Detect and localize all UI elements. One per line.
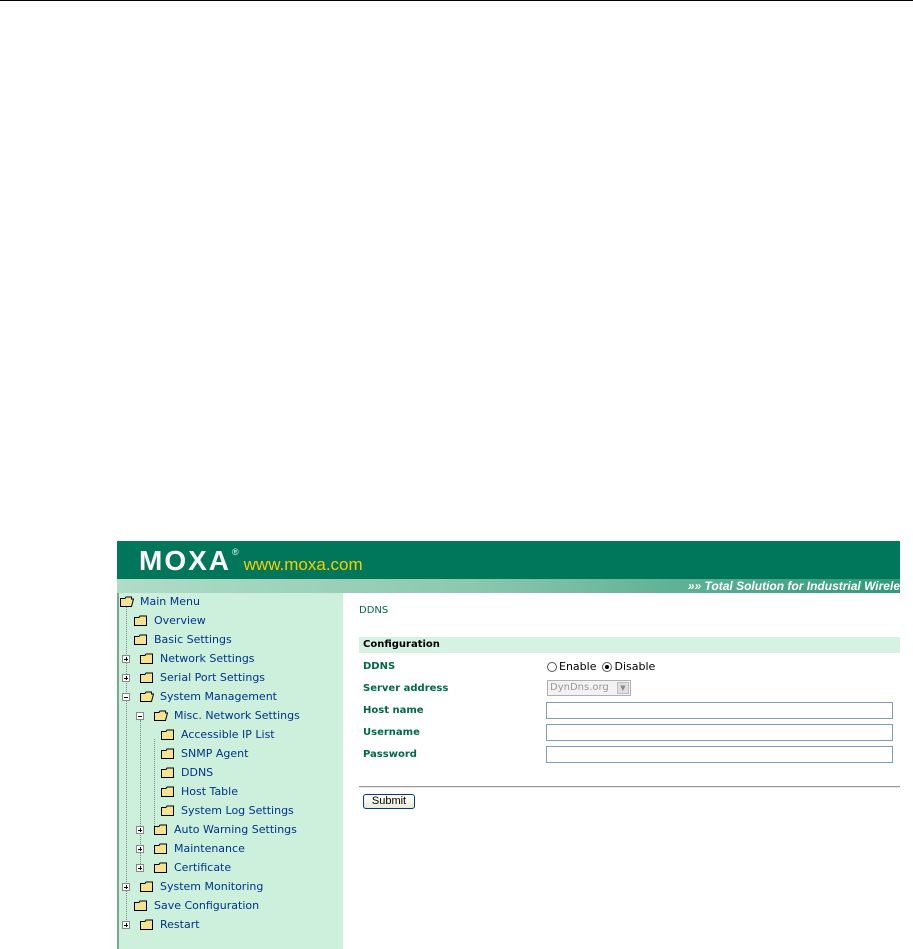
- sidebar-item-system-monitoring[interactable]: [122, 878, 263, 895]
- sidebar-item-auto-warning-settings[interactable]: [136, 821, 297, 838]
- server-address-label: Server address: [363, 683, 449, 694]
- registered-mark: ®: [232, 547, 239, 557]
- folder-icon: [161, 748, 175, 759]
- sidebar-item-accessible-ip-list[interactable]: [161, 726, 275, 743]
- sidebar-item-maintenance[interactable]: [136, 840, 245, 857]
- sidebar-item-label: Accessible IP List: [181, 728, 275, 741]
- username-label: Username: [363, 727, 420, 738]
- folder-icon: [161, 805, 175, 816]
- sidebar-item-label: System Log Settings: [181, 804, 294, 817]
- expand-plus-icon[interactable]: [122, 655, 130, 663]
- sidebar-item-label: DDNS: [181, 766, 214, 779]
- sidebar-item-snmp-agent[interactable]: [161, 745, 248, 762]
- sidebar-item-label: SNMP Agent: [181, 747, 249, 760]
- password-input[interactable]: [546, 746, 893, 763]
- server-address-select[interactable]: [547, 680, 631, 696]
- open-folder-icon: [120, 596, 134, 607]
- website-link[interactable]: www.moxa.com: [243, 555, 363, 574]
- page-title: DDNS: [359, 605, 389, 616]
- sidebar-item-label: Misc. Network Settings: [174, 709, 300, 722]
- sidebar-item-misc-network-settings[interactable]: [136, 707, 300, 724]
- sidebar-item-certificate[interactable]: [136, 859, 231, 876]
- host-name-label: Host name: [363, 705, 424, 716]
- divider-highlight: [359, 787, 900, 788]
- sidebar-item-label: Auto Warning Settings: [174, 823, 297, 836]
- sidebar-item-label: Overview: [154, 614, 206, 627]
- host-name-input[interactable]: [546, 702, 893, 719]
- sidebar-item-system-management[interactable]: [122, 688, 277, 705]
- username-input[interactable]: [546, 724, 893, 741]
- enable-radio-label[interactable]: Enable: [559, 660, 597, 673]
- folder-icon: [140, 919, 154, 930]
- sidebar-item-label: System Management: [160, 690, 277, 703]
- sidebar-item-label: Main Menu: [140, 595, 200, 608]
- sidebar-item-system-log-settings[interactable]: [161, 802, 294, 819]
- folder-icon: [140, 881, 154, 892]
- tagline: »» Total Solution for Industrial Wirele: [687, 579, 900, 593]
- expand-plus-icon[interactable]: [122, 883, 130, 891]
- sidebar-item-label: Serial Port Settings: [160, 671, 266, 684]
- web-ui-screenshot: [117, 541, 900, 949]
- folder-icon: [161, 767, 175, 778]
- folder-icon: [154, 824, 168, 835]
- sidebar-item-ddns[interactable]: [161, 764, 213, 781]
- disable-radio-label[interactable]: Disable: [614, 660, 656, 673]
- logo-text: MOXA: [139, 545, 231, 576]
- sidebar-item-basic-settings[interactable]: [134, 631, 232, 648]
- open-folder-icon: [140, 691, 154, 702]
- collapse-minus-icon[interactable]: [122, 693, 130, 701]
- sidebar-item-overview[interactable]: [134, 612, 206, 629]
- server-address-value: DynDns.org: [550, 682, 609, 693]
- header-subbar: [117, 579, 900, 593]
- chevron-down-icon[interactable]: ▼: [617, 682, 629, 694]
- sidebar-item-label: Certificate: [174, 861, 232, 874]
- enable-radio[interactable]: [547, 662, 557, 672]
- moxa-logo[interactable]: [139, 547, 363, 575]
- sidebar-item-restart[interactable]: [122, 916, 200, 933]
- submit-button[interactable]: Submit: [363, 794, 415, 809]
- folder-icon: [161, 786, 175, 797]
- page-top-rule: [0, 0, 913, 1]
- sidebar-item-main-menu[interactable]: [120, 593, 200, 610]
- section-header: [359, 637, 900, 653]
- sidebar-item-label: Host Table: [181, 785, 238, 798]
- expand-plus-icon[interactable]: [122, 921, 130, 929]
- expand-plus-icon[interactable]: [136, 864, 144, 872]
- header-banner: [117, 541, 900, 579]
- sidebar-item-serial-port-settings[interactable]: [122, 669, 265, 686]
- folder-icon: [154, 843, 168, 854]
- sidebar-menu: [117, 593, 345, 949]
- sidebar-item-label: System Monitoring: [160, 880, 264, 893]
- folder-icon: [134, 900, 148, 911]
- sidebar-item-save-configuration[interactable]: [134, 897, 259, 914]
- ddns-radio-group: [547, 660, 661, 673]
- collapse-minus-icon[interactable]: [136, 712, 144, 720]
- section-title: Configuration: [363, 639, 440, 650]
- tree-line: [154, 739, 155, 834]
- sidebar-item-label: Network Settings: [160, 652, 255, 665]
- sidebar-item-network-settings[interactable]: [122, 650, 255, 667]
- open-folder-icon: [154, 710, 168, 721]
- expand-plus-icon[interactable]: [136, 826, 144, 834]
- sidebar-item-label: Basic Settings: [154, 633, 232, 646]
- folder-icon: [161, 729, 175, 740]
- ddns-label: DDNS: [363, 661, 396, 672]
- main-content: [343, 593, 900, 949]
- folder-icon: [134, 634, 148, 645]
- disable-radio[interactable]: [602, 662, 612, 672]
- folder-icon: [134, 615, 148, 626]
- sidebar-item-label: Restart: [160, 918, 200, 931]
- folder-icon: [154, 862, 168, 873]
- sidebar-item-host-table[interactable]: [161, 783, 238, 800]
- expand-plus-icon[interactable]: [122, 674, 130, 682]
- sidebar-item-label: Save Configuration: [154, 899, 260, 912]
- expand-plus-icon[interactable]: [136, 845, 144, 853]
- password-label: Password: [363, 749, 417, 760]
- sidebar-item-label: Maintenance: [174, 842, 245, 855]
- folder-icon: [140, 653, 154, 664]
- folder-icon: [140, 672, 154, 683]
